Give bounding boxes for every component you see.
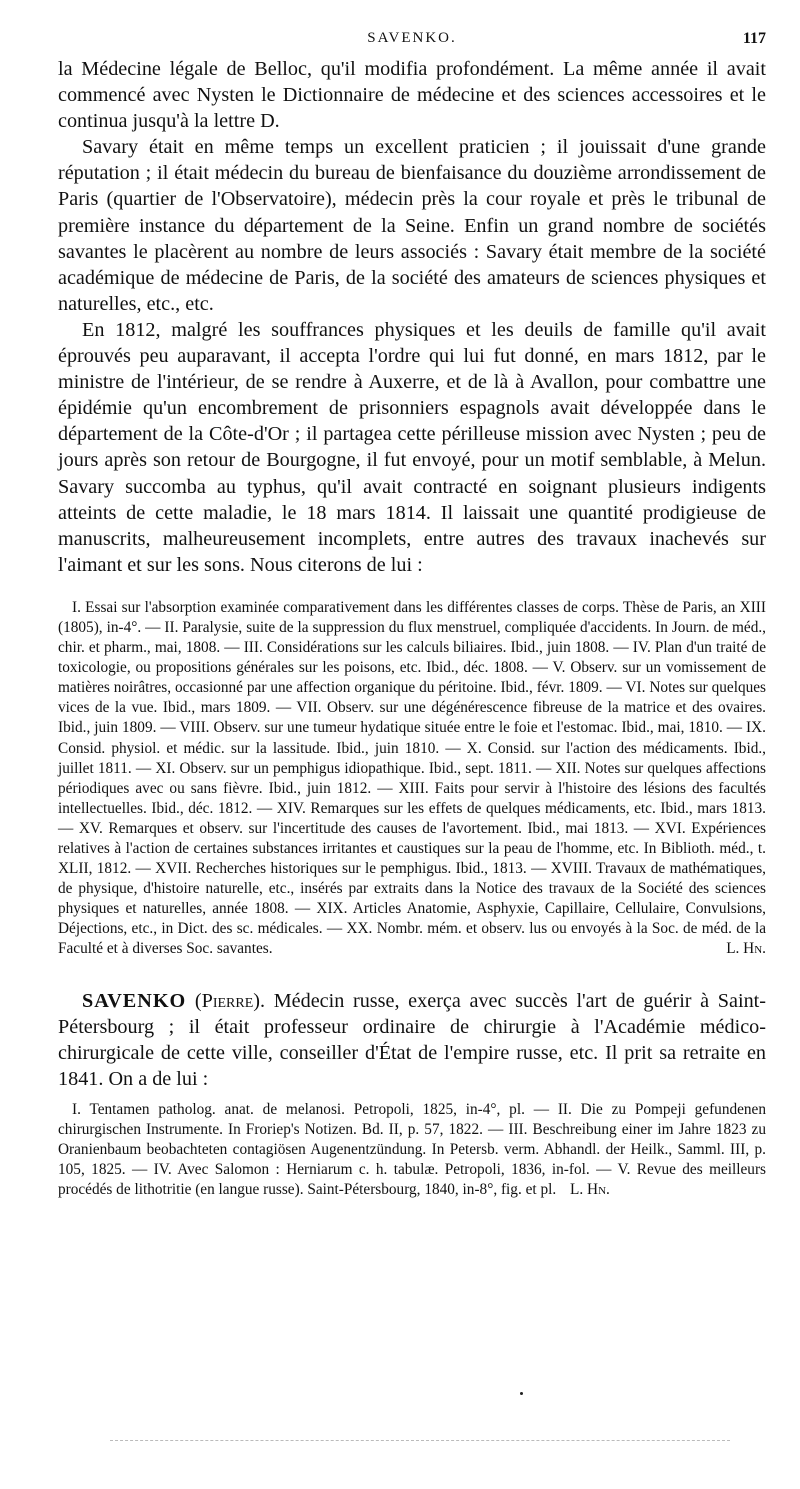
author-signature: L. Hn. [570, 1181, 610, 1199]
bottom-ghost-rule [110, 1440, 730, 1441]
entry-headword: SAVENKO [82, 989, 187, 1012]
savenko-bibliography [58, 1100, 766, 1200]
paragraph-continuation: la Médecine légale de Belloc, qu'il modifia profondément. La même année il avait commencé avec Nysten le Dictionnaire de médecine et des sciences accessoires et le continua jusqu'à la lettre D. [58, 58, 766, 133]
dictionary-page [58, 30, 766, 1200]
paragraph-practice: Savary était en même temps un excellent praticien ; il jouissait d'une grande réputation ; il était médecin du bureau de bienfaisance du douzième arrondissement de Paris (quartier de l'Observatoire), médecin près la cour royale et près le tribunal de première instance du département de la Seine. Enfin un grand nombre de sociétés savantes le placèrent au nombre de leurs associés : Savary était membre de la société académique de médecine de Paris, de la société des amateurs de sciences physiques et naturelles, etc., etc. [58, 136, 766, 315]
author-signature: L. Hn. [726, 940, 766, 958]
page-header [58, 30, 766, 56]
savenko-entry [58, 988, 766, 1092]
entry-text: Médecin russe, exerça avec succès l'art de guérir à Saint-Pétersbourg ; il était professeur ordinaire de chirurgie à l'Académie médico-chirurgicale de cette ville, conseiller d'État de l'empire russe, etc. Il prit sa retraite en 1841. On a de lui : [58, 989, 767, 1090]
print-speck [520, 1392, 523, 1395]
running-title: SAVENKO. [367, 30, 457, 46]
page-number: 117 [742, 30, 766, 47]
bibliography-text: I. Tentamen patholog. anat. de melanosi. Petropoli, 1825, in-4°, pl. — II. Die zu Pompeji gefundenen chirurgischen Instrumente. In Froriep's Notizen. Bd. II, p. 57, 1822. — III. Beschreibung einer im Jahre 1823 zu Oranienbaum beobachteten contagiösen Augenentzündung. In Petersb. verm. Abhandl. der Heilk., Samml. III, p. 105, 1825. — IV. Avec Salomon : Herniarum c. h. tabulæ. Petropoli, 1836, in-fol. — V. Revue des meilleurs procédés de lithotritie (en langue russe). Saint-Pétersbourg, 1840, in-8°, fig. et pl. [58, 1100, 766, 1199]
bibliography-text: I. Essai sur l'absorption examinée comparativement dans les différentes classes de corps. Thèse de Paris, an XIII (1805), in-4°. — II. Paralysie, suite de la suppression du flux menstruel, compliquée d'accidents. In Journ. de méd., chir. et pharm., mai, 1808. — III. Considérations sur les calculs biliaires. Ibid., juin 1808. — IV. Plan d'un traité de toxicologie, ou propositions générales sur les poisons, etc. Ibid., déc. 1808. — V. Observ. sur un vomissement de matières noirâtres, occasionné par une affection organique du péritoine. Ibid., févr. 1809. — VI. Notes sur quelques vices de la vue. Ibid., mars 1809. — VII. Observ. sur une dégénérescence fibreuse de la matrice et des ovaires. Ibid., juin 1809. — VIII. Observ. sur une tumeur hydatique située entre le foie et l'estomac. Ibid., mai, 1810. — IX. Consid. physiol. et médic. sur la lassitude. Ibid., juin 1810. — X. Consid. sur l'action des médicaments. Ibid., juillet 1811. — XI. Observ. sur un pemphigus idiopathique. Ibid., sept. 1811. — XII. Notes sur quelques affections périodiques avec ou sans fièvre. Ibid., juin 1812. — XIII. Faits pour servir à l'histoire des lésions des facultés intellectuelles. Ibid., déc. 1812. — XIV. Remarques sur les effets de quelques médicaments, etc. Ibid., mars 1813. — XV. Remarques et observ. sur l'incertitude des causes de l'avortement. Ibid., mai 1813. — XVI. Expériences relatives à l'action de certaines substances irritantes et caustiques sur la peau de l'homme, etc. In Biblioth. méd., t. XLII, 1812. — XVII. Recherches historiques sur le pemphigus. Ibid., 1813. — XVIII. Travaux de mathématiques, de physique, d'histoire naturelle, etc., insérés par extraits dans la Notice des travaux de la Société des sciences physiques et naturelles, année 1808. — XIX. Articles Anatomie, Asphyxie, Capillaire, Cellulaire, Convulsions, Déjections, etc., in Dict. des sc. médicales. — XX. Nombr. mém. et observ. lus ou envoyés à la Soc. de méd. de la Faculté et à diverses Soc. savantes. [58, 598, 766, 958]
savary-article-body [58, 56, 766, 578]
entry-given-name: (Pierre). [194, 989, 266, 1012]
savary-bibliography [58, 598, 766, 960]
paragraph-epidemic: En 1812, malgré les souffrances physiques et les deuils de famille qu'il avait éprouvés peu auparavant, il accepta l'ordre qui lui fut donné, en mars 1812, par le ministre de l'intérieur, de se rendre à Auxerre, et de là à Avallon, pour combattre une épidémie qu'un encombrement de prisonniers espagnols avait développée dans le département de la Côte-d'Or ; il partagea cette périlleuse mission avec Nysten ; peu de jours après son retour de Bourgogne, il fut envoyé, pour un motif semblable, à Melun. Savary succomba au typhus, qu'il avait contracté en soignant plusieurs indigents atteints de cette maladie, le 18 mars 1814. Il laissait une quantité prodigieuse de manuscrits, malheureusement incomplets, entre autres des travaux inachevés sur l'aimant et sur les sons. Nous citerons de lui : [58, 318, 766, 576]
